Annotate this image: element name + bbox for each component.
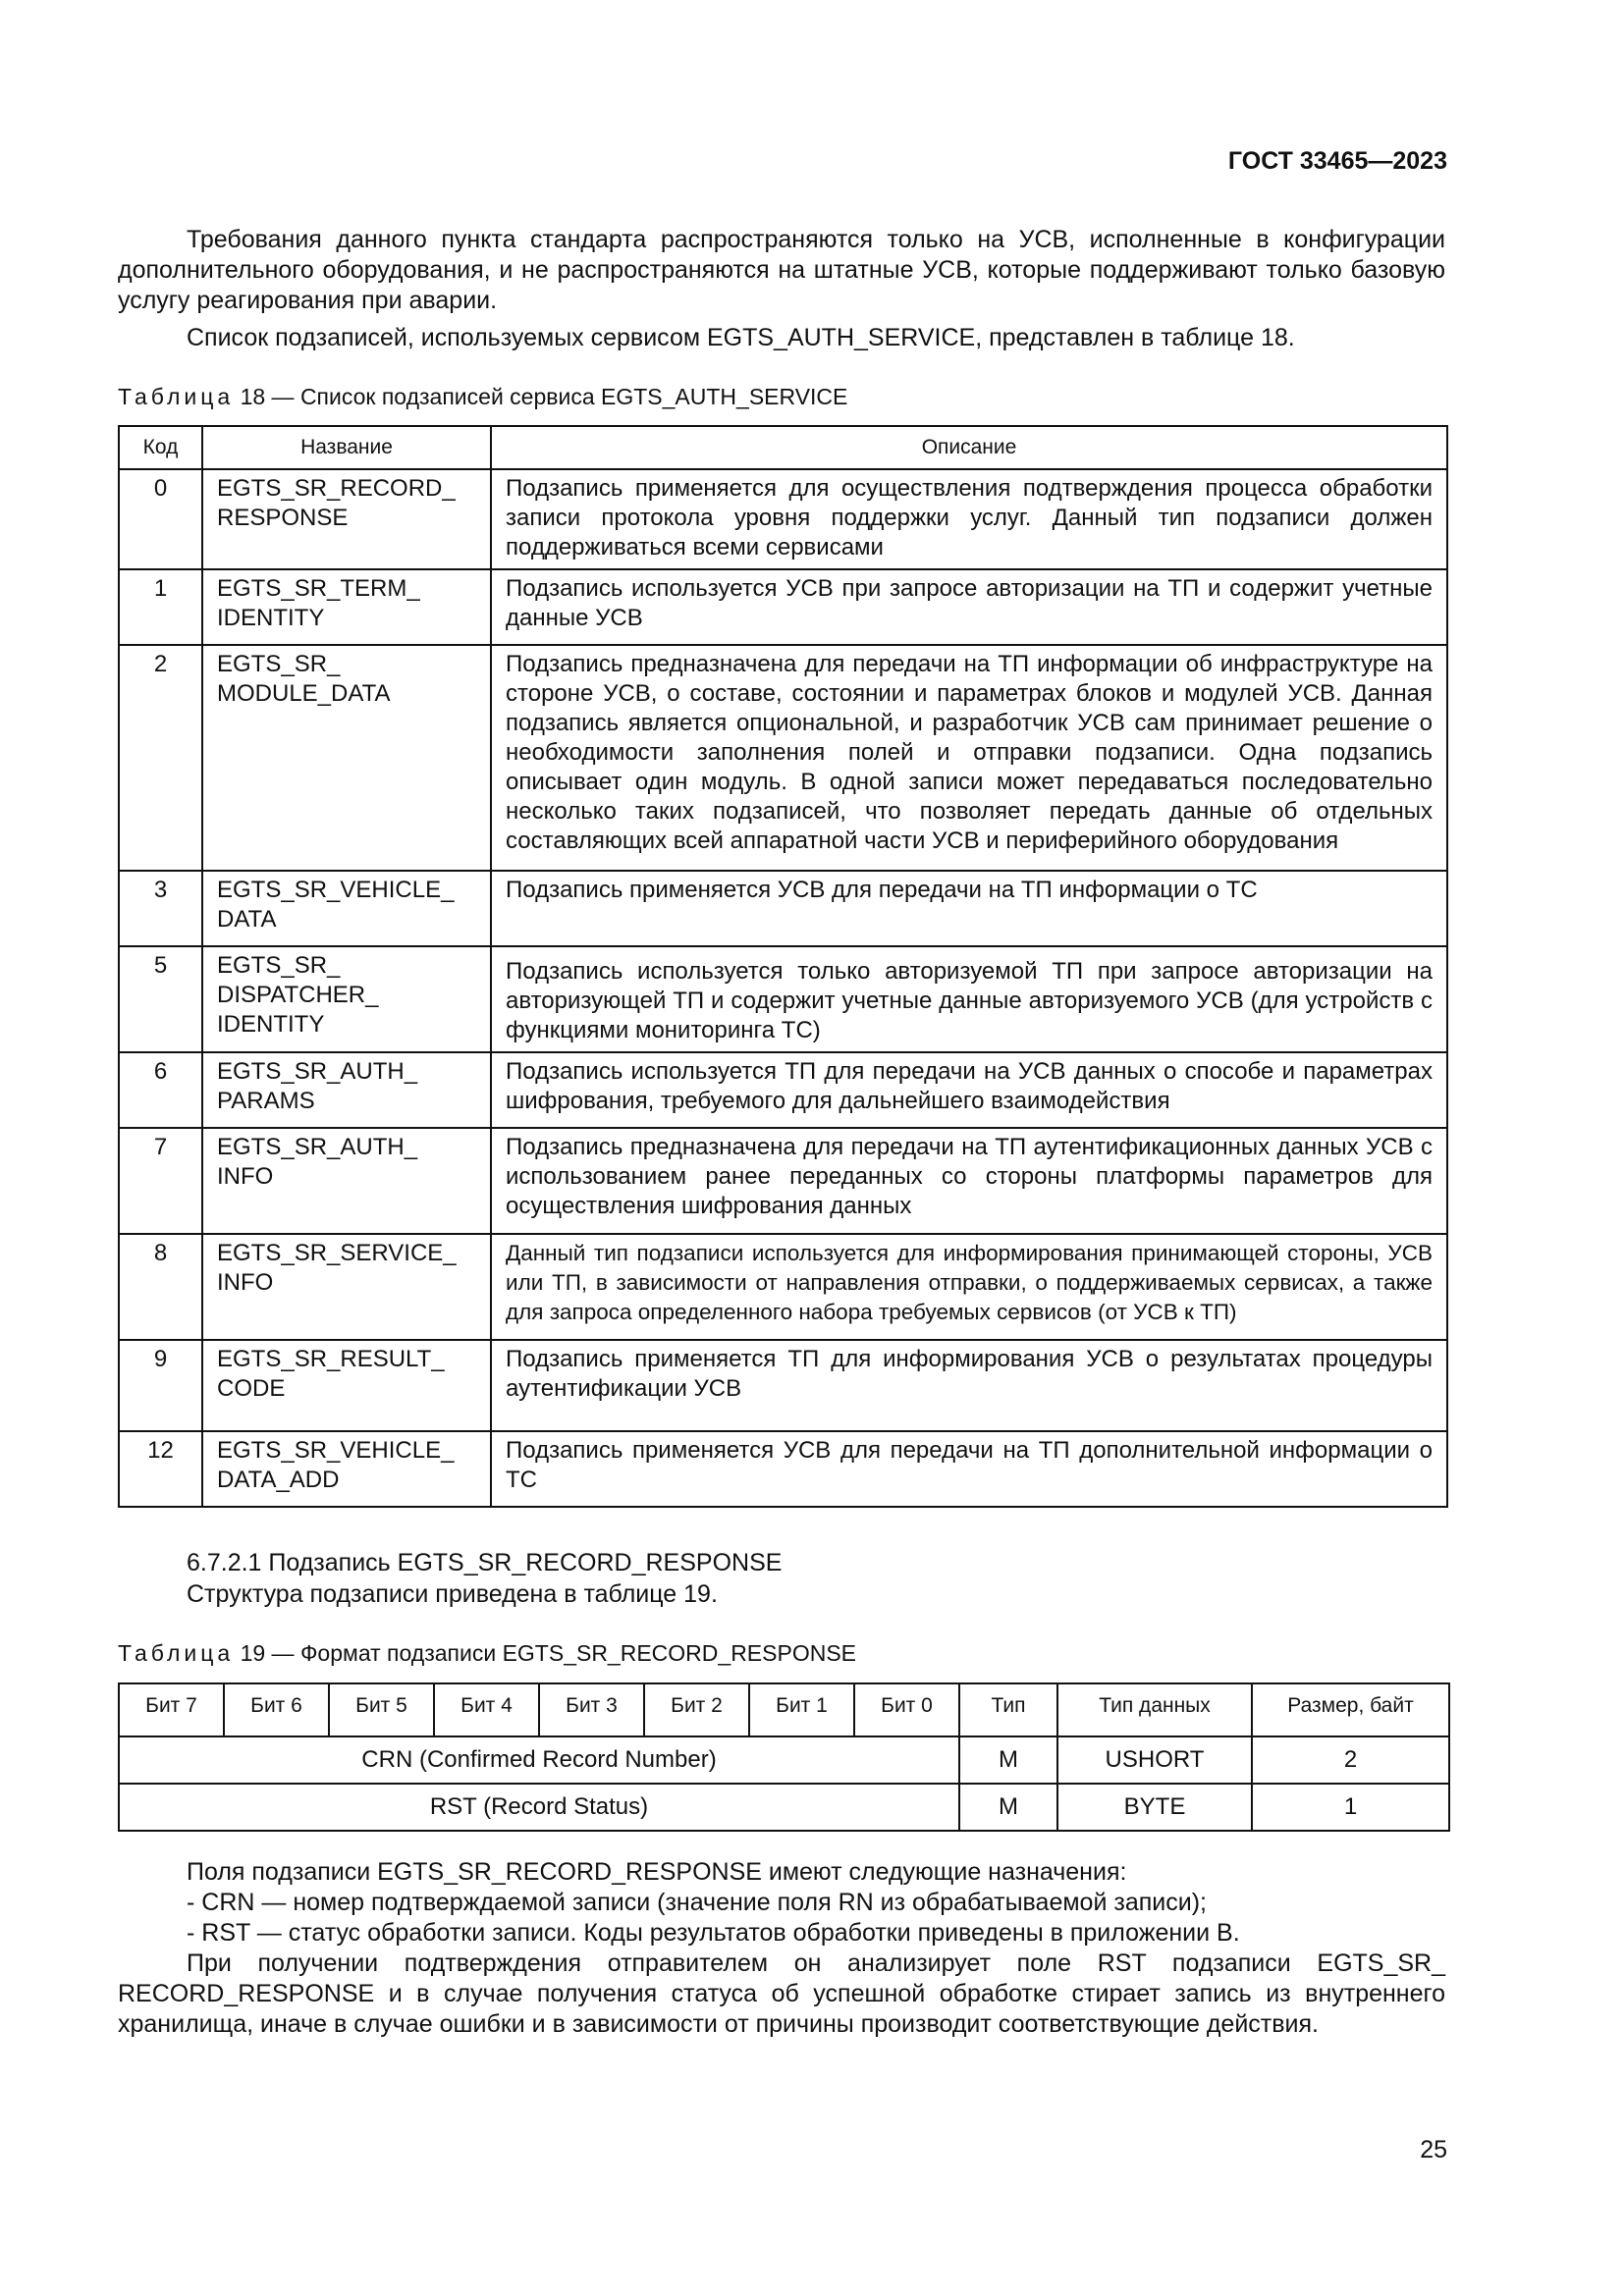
row-code: 2 xyxy=(119,645,202,871)
table-row xyxy=(119,1128,1447,1234)
final-paragraph: При получении подтверждения отправителем он анализирует поле RST подзаписи EGTS_SR_ RECORD_RESPONSE и в случае получения статуса об успешной обработке стирает запись из внутреннего хранилища, иначе в случае ошибки и в зависимости от причины производит соответствующие действия. xyxy=(118,1949,1445,2038)
caption-label: Таблица xyxy=(118,384,235,409)
table-19-caption xyxy=(118,1639,856,1667)
fields-intro: Поля подзаписи EGTS_SR_RECORD_RESPONSE имеют следующие назначения: xyxy=(187,1858,1127,1886)
column-header-data-type: Тип данных xyxy=(1057,1683,1252,1736)
document-standard-number: ГОСТ 33465—2023 xyxy=(1227,147,1447,175)
row-description: Подзапись предназначена для передачи на ТП аутентификационных данных УСВ с использованием ранее переданных со стороны платформы параметров для осуществления шифрования данных xyxy=(491,1128,1447,1234)
field-type: M xyxy=(959,1736,1057,1784)
column-header-code: Код xyxy=(119,426,202,469)
column-header-bit0: Бит 0 xyxy=(854,1683,959,1736)
field-data-type: BYTE xyxy=(1057,1784,1252,1831)
field-type: M xyxy=(959,1784,1057,1831)
field-name: CRN (Confirmed Record Number) xyxy=(119,1736,959,1784)
row-name: EGTS_SR_VEHICLE_ DATA xyxy=(202,871,491,946)
row-description: Данный тип подзаписи используется для информирования принимающей стороны, УСВ или ТП, в зависимости от направления отправки, о поддерживаемых сервисах, а также для запроса определенного набора требуемых сервисов (от УСВ к ТП) xyxy=(491,1234,1447,1340)
field-size: 2 xyxy=(1252,1736,1449,1784)
row-code: 7 xyxy=(119,1128,202,1234)
column-header-bit1: Бит 1 xyxy=(749,1683,854,1736)
table-19 xyxy=(118,1682,1450,1832)
row-name: EGTS_SR_AUTH_ PARAMS xyxy=(202,1052,491,1128)
row-code: 0 xyxy=(119,469,202,569)
row-name: EGTS_SR_RESULT_ CODE xyxy=(202,1340,491,1431)
row-code: 3 xyxy=(119,871,202,946)
row-description: Подзапись применяется УСВ для передачи на ТП информации о ТС xyxy=(491,871,1447,946)
table-18-caption xyxy=(118,383,847,410)
row-name: EGTS_SR_ DISPATCHER_ IDENTITY xyxy=(202,946,491,1052)
column-header-size: Размер, байт xyxy=(1252,1683,1449,1736)
row-name: EGTS_SR_VEHICLE_ DATA_ADD xyxy=(202,1431,491,1507)
table-row xyxy=(119,1736,1449,1784)
row-description: Подзапись применяется для осуществления подтверждения процесса обработки записи протокола уровня поддержки услуг. Данный тип подзаписи должен поддерживаться всеми сервисами xyxy=(491,469,1447,569)
row-code: 8 xyxy=(119,1234,202,1340)
row-name: EGTS_SR_SERVICE_ INFO xyxy=(202,1234,491,1340)
field-size: 1 xyxy=(1252,1784,1449,1831)
table-reference-paragraph: Список подзаписей, используемых сервисом EGTS_AUTH_SERVICE, представлен в таблице 18. xyxy=(187,324,1295,351)
row-code: 12 xyxy=(119,1431,202,1507)
field-rst-description: - RST — статус обработки записи. Коды результатов обработки приведены в приложении В. xyxy=(187,1919,1240,1947)
table-row xyxy=(119,1340,1447,1431)
caption-label: Таблица xyxy=(118,1640,235,1666)
row-description: Подзапись используется только авторизуемой ТП при запросе авторизации на авторизующей ТП и содержит учетные данные авторизуемого УСВ (для устройств с функциями мониторинга ТС) xyxy=(491,946,1447,1052)
column-header-bit7: Бит 7 xyxy=(119,1683,224,1736)
column-header-description: Описание xyxy=(491,426,1447,469)
row-code: 5 xyxy=(119,946,202,1052)
row-name: EGTS_SR_ MODULE_DATA xyxy=(202,645,491,871)
row-code: 6 xyxy=(119,1052,202,1128)
caption-title: 19 — Формат подзаписи EGTS_SR_RECORD_RESPONSE xyxy=(234,1640,857,1666)
column-header-bit6: Бит 6 xyxy=(224,1683,329,1736)
section-heading: 6.7.2.1 Подзапись EGTS_SR_RECORD_RESPONSE xyxy=(187,1549,783,1576)
column-header-bit2: Бит 2 xyxy=(644,1683,749,1736)
field-crn-description: - CRN — номер подтверждаемой записи (значение поля RN из обрабатываемой записи); xyxy=(187,1889,1207,1916)
row-name: EGTS_SR_RECORD_ RESPONSE xyxy=(202,469,491,569)
column-header-bit5: Бит 5 xyxy=(329,1683,434,1736)
column-header-bit3: Бит 3 xyxy=(539,1683,644,1736)
row-name: EGTS_SR_AUTH_ INFO xyxy=(202,1128,491,1234)
caption-title: 18 — Список подзаписей сервиса EGTS_AUTH_SERVICE xyxy=(234,384,848,409)
intro-paragraph: Требования данного пункта стандарта распространяются только на УСВ, исполненные в конфигурации дополнительного оборудования, и не распространяются на штатные УСВ, которые поддерживают только базовую услугу реагирования при аварии. xyxy=(118,226,1445,314)
row-description: Подзапись предназначена для передачи на ТП информации об инфраструктуре на стороне УСВ, о составе, состоянии и параметрах блоков и модулей УСВ. Данная подзапись является опциональной, и разработчик УСВ сам принимает решение о необходимости заполнения полей и отправки подзаписи. Одна подзапись описывает один модуль. В одной записи может передаваться последовательно несколько таких подзаписей, что позволяет передать данные об отдельных составляющих всей аппаратной части УСВ и периферийного оборудования xyxy=(491,645,1447,871)
table-row xyxy=(119,469,1447,569)
section-text: Структура подзаписи приведена в таблице 19. xyxy=(187,1580,718,1608)
field-data-type: USHORT xyxy=(1057,1736,1252,1784)
table-row xyxy=(119,1431,1447,1507)
row-code: 1 xyxy=(119,569,202,645)
row-description: Подзапись используется УСВ при запросе авторизации на ТП и содержит учетные данные УСВ xyxy=(491,569,1447,645)
table-row xyxy=(119,1234,1447,1340)
table-18 xyxy=(118,425,1448,1508)
table-row xyxy=(119,645,1447,871)
table-row xyxy=(119,569,1447,645)
table-row xyxy=(119,1052,1447,1128)
page-number: 25 xyxy=(1420,2136,1447,2163)
table-header-row xyxy=(119,1683,1449,1736)
table-row xyxy=(119,871,1447,946)
table-header-row xyxy=(119,426,1447,469)
column-header-bit4: Бит 4 xyxy=(434,1683,539,1736)
row-name: EGTS_SR_TERM_ IDENTITY xyxy=(202,569,491,645)
table-row xyxy=(119,946,1447,1052)
row-code: 9 xyxy=(119,1340,202,1431)
row-description: Подзапись используется ТП для передачи на УСВ данных о способе и параметрах шифрования, требуемого для дальнейшего взаимодействия xyxy=(491,1052,1447,1128)
table-row xyxy=(119,1784,1449,1831)
column-header-type: Тип xyxy=(959,1683,1057,1736)
row-description: Подзапись применяется УСВ для передачи на ТП дополнительной информации о ТС xyxy=(491,1431,1447,1507)
column-header-name: Название xyxy=(202,426,491,469)
row-description: Подзапись применяется ТП для информирования УСВ о результатах процедуры аутентификации УСВ xyxy=(491,1340,1447,1431)
field-name: RST (Record Status) xyxy=(119,1784,959,1831)
